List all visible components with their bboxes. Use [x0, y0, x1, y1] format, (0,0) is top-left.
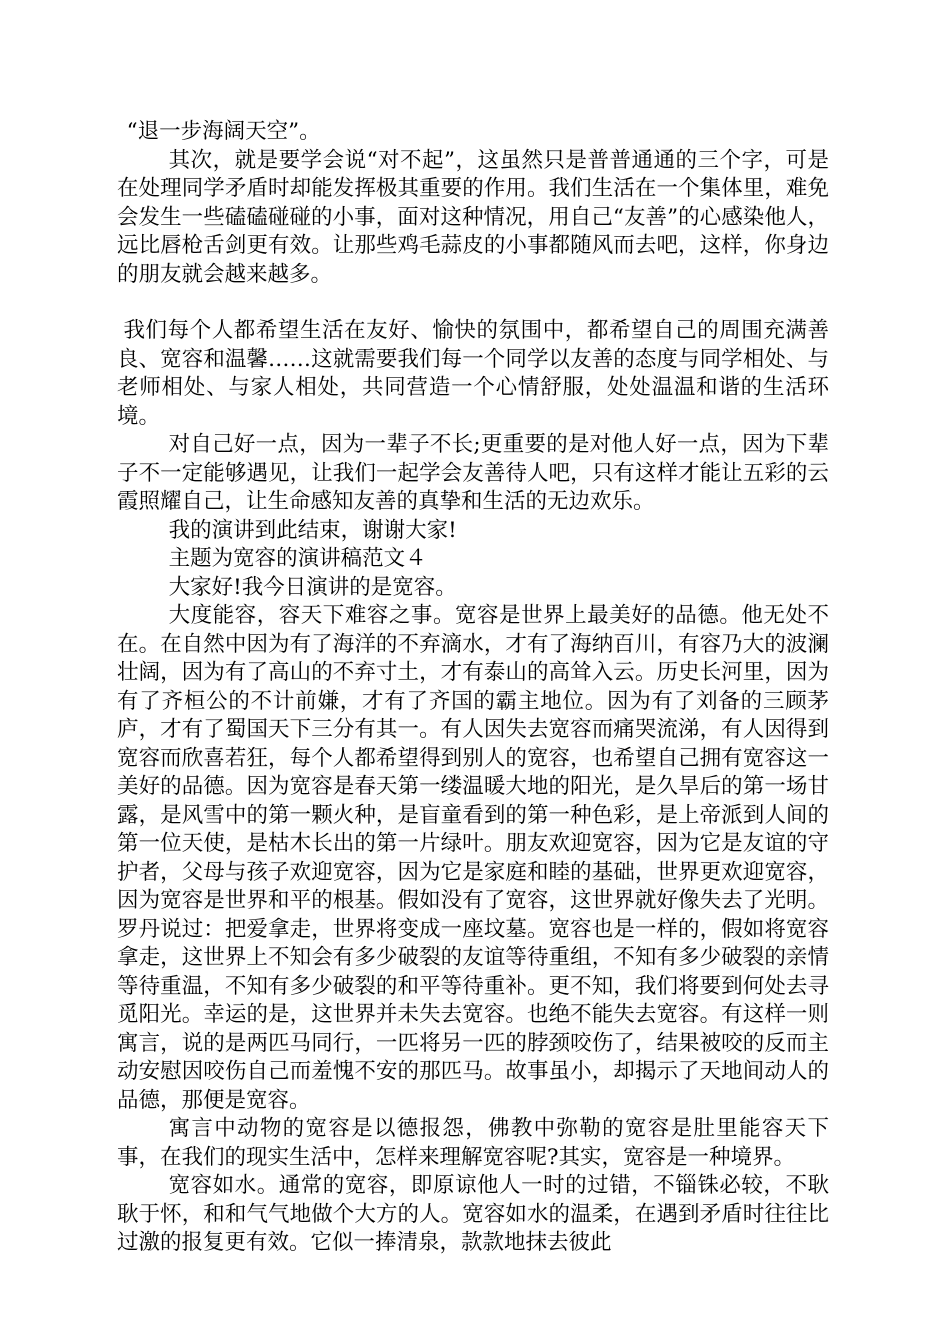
paragraph-5: 我的演讲到此结束，谢谢大家! [168, 517, 457, 543]
document-body [117, 118, 829, 1258]
paragraph-8: 寓言中动物的宽容是以德报怨，佛教中弥勒的宽容是肚里能容天下事，在我们的现实生活中，怎样来理解宽容呢?其实，宽容是一种境界。 [117, 1116, 829, 1170]
paragraph-3: 我们每个人都希望生活在友好、愉快的氛围中，都希望自己的周围充满善良、宽容和温馨……这就需要我们每一个同学以友善的态度与同学相处、与老师相处、与家人相处，共同营造一个心情舒服，处处温温和谐的生活环境。 [117, 318, 829, 429]
paragraph-2: 其次，就是要学会说“对不起”，这虽然只是普普通通的三个字，可是在处理同学矛盾时却能发挥极其重要的作用。我们生活在一个集体里，难免会发生一些磕磕碰碰的小事，面对这种情况，用自己“友善”的心感染他人，远比唇枪舌剑更有效。让那些鸡毛蒜皮的小事都随风而去吧，这样，你身边的朋友就会越来越多。 [117, 147, 829, 287]
paragraph-gap [117, 289, 829, 317]
section-title: 主题为宽容的演讲稿范文４ [168, 546, 427, 571]
paragraph-9: 宽容如水。通常的宽容，即原谅他人一时的过错，不锱铢必较，不耿耿于怀，和和气气地做个大方的人。宽容如水的温柔，在遇到矛盾时往往比过激的报复更有效。它似一捧清泉，款款地抹去彼此 [117, 1173, 829, 1255]
paragraph-7: 大度能容，容天下难容之事。宽容是世界上最美好的品德。他无处不在。在自然中因为有了海洋的不弃滴水，才有了海纳百川，有容乃大的波澜壮阔，因为有了高山的不弃寸土，才有泰山的高耸入云。历史长河里，因为有了齐桓公的不计前嫌，才有了齐国的霸主地位。因为有了刘备的三顾茅庐，才有了蜀国天下三分有其一。有人因失去宽容而痛哭流涕，有人因得到宽容而欣喜若狂，每个人都希望得到别人的宽容，也希望自己拥有宽容这一美好的品德。因为宽容是春天第一缕温暖大地的阳光，是久旱后的第一场甘露，是风雪中的第一颗火种，是盲童看到的第一种色彩，是上帝派到人间的第一位天使，是枯木长出的第一片绿叶。朋友欢迎宽容，因为它是友谊的守护者，父母与孩子欢迎宽容，因为它是家庭和睦的基础，世界更欢迎宽容，因为宽容是世界和平的根基。假如没有了宽容，这世界就好像失去了光明。罗丹说过：把爱拿走，世界将变成一座坟墓。宽容也是一样的，假如将宽容拿走，这世界上不知会有多少破裂的友谊等待重组，不知有多少破裂的亲情等待重温，不知有多少破裂的和平等待重补。更不知，我们将要到何处去寻觅阳光。幸运的是，这世界并未失去宽容。也绝不能失去宽容。有这样一则寓言，说的是两匹马同行，一匹将另一匹的脖颈咬伤了，结果被咬的反而主动安慰因咬伤自己而羞愧不安的那匹马。故事虽小，却揭示了天地间动人的品德，那便是宽容。 [117, 603, 829, 1113]
paragraph-4: 对自己好一点，因为一辈子不长;更重要的是对他人好一点，因为下辈子不一定能够遇见，让我们一起学会友善待人吧，只有这样才能让五彩的云霞照耀自己，让生命感知友善的真挚和生活的无边欢乐。 [117, 432, 829, 514]
paragraph-6: 大家好!我今日演讲的是宽容。 [168, 574, 457, 600]
paragraph-1: “退一步海阔天空”。 [126, 119, 321, 144]
